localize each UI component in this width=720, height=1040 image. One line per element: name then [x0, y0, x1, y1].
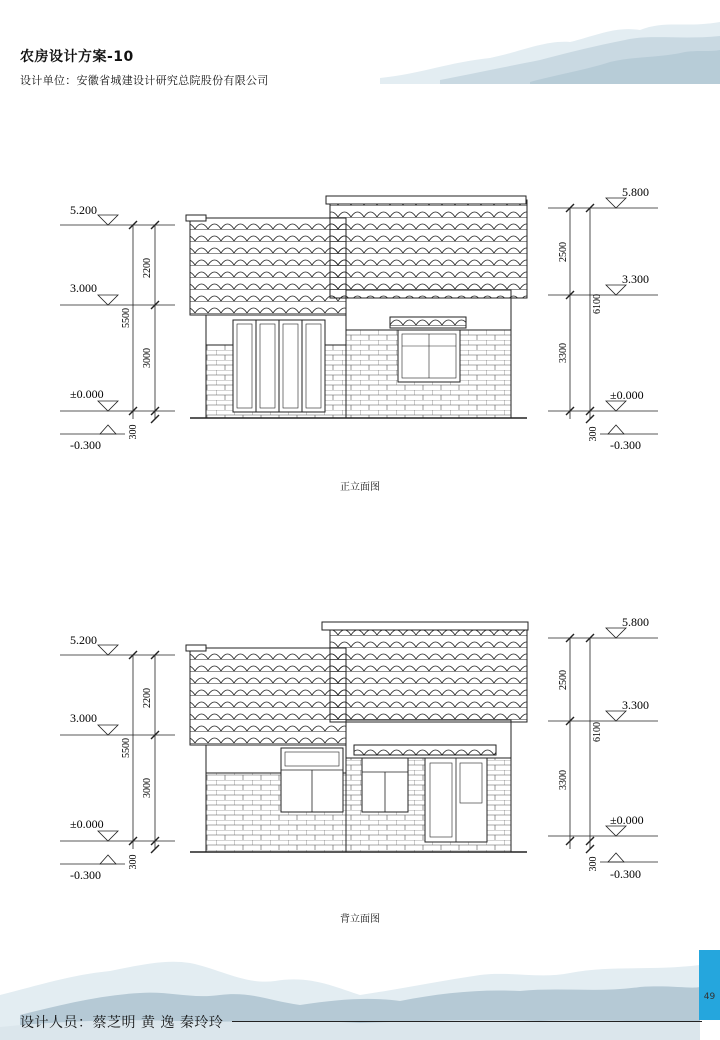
building-back: [186, 622, 528, 852]
window: [281, 748, 343, 812]
level-marker: [600, 853, 658, 881]
dim-label: 2200: [142, 688, 153, 708]
dim-total: 6100: [592, 722, 603, 742]
level-marker: [600, 425, 658, 452]
level-label: 5.200: [70, 633, 97, 647]
level-marker: [548, 272, 658, 295]
mountain-landscape-top: [380, 0, 720, 110]
window: [390, 317, 466, 382]
level-marker: [548, 615, 658, 638]
level-label: -0.300: [70, 438, 101, 452]
level-marker: [60, 855, 125, 882]
level-marker: [548, 185, 658, 208]
right-dimension-chain: [558, 204, 603, 442]
level-marker: [548, 698, 658, 721]
building-front: [186, 196, 527, 418]
dim-label: 3300: [558, 770, 569, 790]
dim-label: 300: [128, 424, 139, 440]
left-level-markers: [60, 203, 175, 452]
dim-label: 300: [588, 426, 599, 442]
level-label: -0.300: [610, 438, 641, 452]
level-label: 3.300: [622, 698, 649, 712]
level-label: ±0.000: [610, 813, 644, 827]
right-level-markers: [548, 185, 658, 452]
left-level-markers: [60, 633, 175, 882]
level-marker: [548, 388, 658, 411]
level-label: ±0.000: [610, 388, 644, 402]
level-label: -0.300: [70, 868, 101, 882]
dim-label: 2500: [558, 242, 569, 262]
page-title: 农房设计方案-10: [20, 49, 134, 65]
dim-label: 3000: [142, 348, 153, 368]
left-dimension-chain: [121, 221, 159, 440]
page-tab: [699, 950, 720, 1020]
window: [362, 758, 408, 812]
footer-divider: [232, 1021, 702, 1022]
level-label: 3.300: [622, 272, 649, 286]
dim-label: 3300: [558, 343, 569, 363]
level-label: 3.000: [70, 711, 97, 725]
back-elevation-drawing: [0, 600, 720, 930]
front-door: [233, 320, 325, 412]
level-label: -0.300: [610, 867, 641, 881]
dim-label: 300: [128, 854, 139, 870]
dim-total: 5500: [121, 738, 132, 758]
canopy: [354, 745, 496, 755]
front-elevation-drawing: [0, 170, 720, 500]
level-marker: [548, 813, 658, 836]
front-elevation-caption: 正立面图: [340, 482, 380, 493]
level-label: 5.800: [622, 185, 649, 199]
level-label: 5.200: [70, 203, 97, 217]
dim-label: 2500: [558, 670, 569, 690]
page-number: 49: [703, 992, 716, 1002]
dim-total: 5500: [121, 308, 132, 328]
dim-total: 6100: [592, 294, 603, 314]
design-unit: 设计单位：安徽省城建设计研究总院股份有限公司: [20, 74, 269, 87]
right-level-markers: [548, 615, 658, 881]
left-dimension-chain: [121, 651, 159, 870]
level-label: ±0.000: [70, 387, 104, 401]
designers: 设计人员：蔡芝明 黄 逸 秦玲玲: [20, 1015, 224, 1031]
level-label: 5.800: [622, 615, 649, 629]
dim-label: 2200: [142, 258, 153, 278]
dim-label: 300: [588, 856, 599, 872]
dim-label: 3000: [142, 778, 153, 798]
level-label: ±0.000: [70, 817, 104, 831]
back-elevation-caption: 背立面图: [340, 914, 380, 925]
level-label: 3.000: [70, 281, 97, 295]
back-door: [425, 758, 487, 842]
level-marker: [60, 425, 125, 452]
